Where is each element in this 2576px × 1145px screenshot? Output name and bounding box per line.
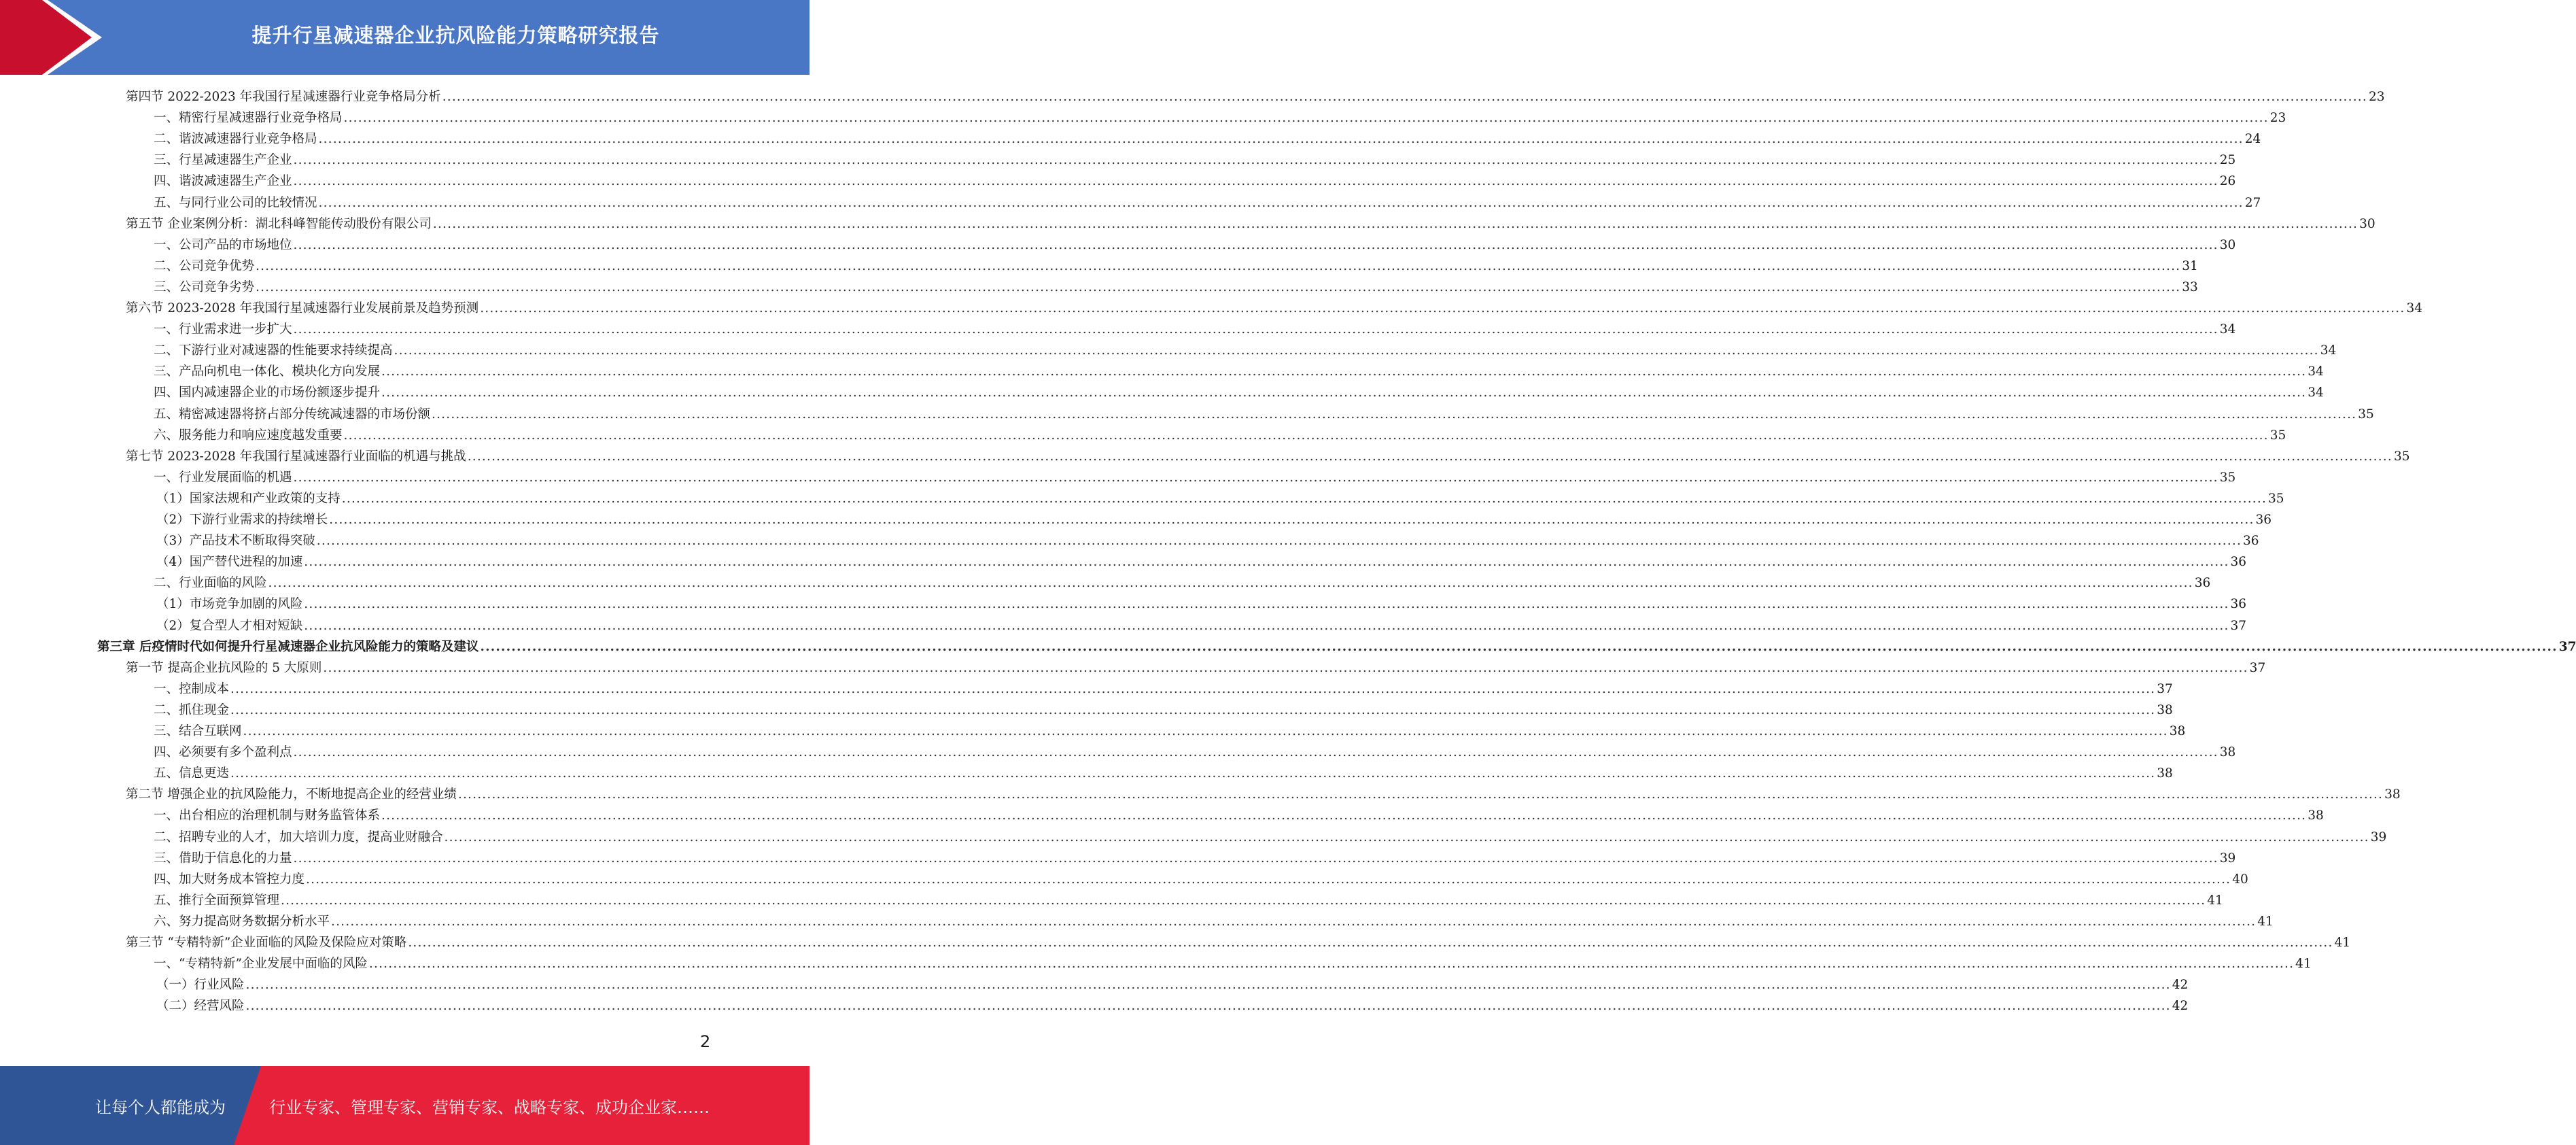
- toc-entry-title: 二、行业面临的风险: [154, 576, 267, 591]
- toc-entry-page: 42: [2172, 978, 2189, 993]
- toc-leader-dots: ................................................................................................................................................................................................................................................................................................................................................................................................................: [343, 428, 2269, 443]
- toc-leader-dots: ................................................................................................................................................................................................................................................................................................................................................................................................................: [304, 555, 2229, 570]
- toc-leader-dots: ................................................................................................................................................................................................................................................................................................................................................................................................................: [444, 830, 2369, 844]
- toc-entry-page: 37: [2230, 618, 2247, 633]
- toc-entry-title: 三、产品向机电一体化、模块化方向发展: [154, 364, 381, 379]
- toc-entry[interactable]: [156, 488, 2284, 509]
- toc-entry-page: 34: [2308, 386, 2324, 400]
- toc-entry[interactable]: [154, 256, 2198, 277]
- toc-entry[interactable]: [154, 129, 2261, 150]
- toc-leader-dots: ................................................................................................................................................................................................................................................................................................................................................................................................................: [381, 386, 2307, 400]
- page-footer: [0, 1066, 810, 1145]
- toc-entry-title: （4）国产替代进程的加速: [156, 555, 303, 570]
- toc-entry-title: （二）经营风险: [156, 999, 245, 1014]
- toc-entry[interactable]: [154, 827, 2387, 848]
- toc-entry-title: 一、精密行星减速器行业竞争格局: [154, 111, 343, 126]
- toc-entry-page: 42: [2172, 999, 2189, 1014]
- toc-entry[interactable]: [126, 784, 2401, 805]
- toc-entry-title: 第三章 后疫情时代如何提升行星减速器企业抗风险能力的策略及建议: [97, 639, 479, 654]
- toc-entry-title: 二、下游行业对减速器的性能要求持续提高: [154, 343, 393, 358]
- toc-entry[interactable]: [154, 805, 2324, 826]
- toc-entry-page: 34: [2320, 343, 2337, 358]
- toc-entry-page: 34: [2219, 322, 2236, 337]
- toc-entry[interactable]: [154, 721, 2186, 742]
- toc-entry-page: 36: [2243, 534, 2259, 549]
- toc-leader-dots: ................................................................................................................................................................................................................................................................................................................................................................................................................: [432, 407, 2357, 422]
- toc-entry[interactable]: [126, 932, 2351, 953]
- toc-leader-dots: ................................................................................................................................................................................................................................................................................................................................................................................................................: [331, 914, 2257, 929]
- toc-entry-title: 三、公司竞争劣势: [154, 279, 255, 294]
- footer-slogan-right: 行业专家、管理专家、营销专家、战略专家、成功企业家……: [269, 1097, 710, 1117]
- toc-entry[interactable]: [126, 213, 2375, 235]
- toc-leader-dots: ................................................................................................................................................................................................................................................................................................................................................................................................................: [394, 343, 2319, 358]
- toc-entry-page: 25: [2219, 153, 2236, 168]
- toc-leader-dots: ................................................................................................................................................................................................................................................................................................................................................................................................................: [293, 851, 2218, 866]
- toc-entry[interactable]: [154, 319, 2236, 340]
- toc-leader-dots: ................................................................................................................................................................................................................................................................................................................................................................................................................: [480, 639, 2558, 654]
- toc-entry-title: 五、信息更迭: [154, 766, 230, 781]
- toc-entry-title: 第一节 提高企业抗风险的 5 大原则: [126, 660, 322, 675]
- toc-leader-dots: ................................................................................................................................................................................................................................................................................................................................................................................................................: [245, 978, 2171, 993]
- toc-entry[interactable]: [154, 150, 2236, 171]
- toc-entry-title: （1）市场竞争加剧的风险: [156, 597, 303, 612]
- toc-entry-page: 38: [2308, 808, 2324, 823]
- toc-leader-dots: ................................................................................................................................................................................................................................................................................................................................................................................................................: [230, 681, 2156, 696]
- toc-entry-page: 31: [2182, 258, 2198, 273]
- toc-entry-page: 27: [2244, 195, 2261, 210]
- page-number: 2: [700, 1032, 711, 1051]
- toc-leader-dots: ................................................................................................................................................................................................................................................................................................................................................................................................................: [256, 279, 2181, 294]
- toc-entry-page: 41: [2334, 936, 2351, 950]
- toc-entry[interactable]: [154, 742, 2236, 763]
- toc-leader-dots: ................................................................................................................................................................................................................................................................................................................................................................................................................: [293, 322, 2218, 337]
- toc-entry-title: 第五节 企业案例分析：湖北科峰智能传动股份有限公司: [126, 216, 432, 231]
- toc-leader-dots: ................................................................................................................................................................................................................................................................................................................................................................................................................: [293, 470, 2218, 485]
- toc-entry-title: 第二节 增强企业的抗风险能力，不断地提高企业的经营业绩: [126, 787, 457, 802]
- report-title: 提升行星减速器企业抗风险能力策略研究报告: [251, 23, 660, 47]
- toc-entry-title: 五、推行全面预算管理: [154, 893, 280, 908]
- toc-entry-page: 35: [2358, 407, 2374, 422]
- toc-entry-title: 四、必须要有多个盈利点: [154, 745, 292, 760]
- toc-entry[interactable]: [154, 848, 2236, 869]
- toc-leader-dots: ................................................................................................................................................................................................................................................................................................................................................................................................................: [381, 364, 2307, 379]
- toc-entry[interactable]: [156, 594, 2247, 615]
- toc-entry-page: 41: [2295, 957, 2312, 972]
- toc-entry-title: 二、谐波减速器行业竞争格局: [154, 132, 317, 147]
- toc-entry[interactable]: [154, 382, 2324, 403]
- toc-entry[interactable]: [154, 107, 2286, 129]
- toc-entry[interactable]: [154, 404, 2374, 425]
- toc-leader-dots: ................................................................................................................................................................................................................................................................................................................................................................................................................: [432, 216, 2359, 231]
- toc-entry-title: 第三节 “专精特新”企业面临的风险及保险应对策略: [126, 936, 407, 950]
- toc-entry-title: （2）下游行业需求的持续增长: [156, 513, 328, 527]
- toc-entry-title: 第六节 2023-2028 年我国行星减速器行业发展前景及趋势预测: [126, 301, 479, 315]
- toc-entry-page: 37: [2249, 660, 2266, 675]
- toc-entry[interactable]: [154, 171, 2236, 192]
- toc-entry-page: 30: [2219, 237, 2236, 252]
- toc-entry[interactable]: [154, 700, 2173, 721]
- toc-entry[interactable]: [156, 509, 2272, 530]
- toc-leader-dots: ................................................................................................................................................................................................................................................................................................................................................................................................................: [316, 534, 2242, 549]
- toc-entry-page: 34: [2308, 364, 2324, 379]
- toc-entry[interactable]: [154, 235, 2236, 256]
- toc-entry-title: 一、控制成本: [154, 681, 230, 696]
- toc-entry[interactable]: [154, 572, 2211, 594]
- toc-leader-dots: ................................................................................................................................................................................................................................................................................................................................................................................................................: [318, 132, 2244, 147]
- toc-leader-dots: ................................................................................................................................................................................................................................................................................................................................................................................................................: [293, 745, 2218, 760]
- toc-entry-title: （3）产品技术不断取得突破: [156, 534, 315, 549]
- toc-entry-title: （2）复合型人才相对短缺: [156, 618, 303, 633]
- toc-entry-page: 38: [2384, 787, 2401, 802]
- toc-entry[interactable]: [154, 679, 2173, 700]
- toc-entry-page: 36: [2230, 555, 2247, 570]
- toc-entry[interactable]: [156, 974, 2189, 995]
- toc-entry-title: 一、行业需求进一步扩大: [154, 322, 292, 337]
- toc-entry-title: 三、借助于信息化的力量: [154, 851, 292, 866]
- toc-entry-title: 三、行星减速器生产企业: [154, 153, 292, 168]
- toc-entry-title: 六、服务能力和响应速度越发重要: [154, 428, 343, 443]
- toc-leader-dots: ................................................................................................................................................................................................................................................................................................................................................................................................................: [341, 491, 2267, 506]
- toc-leader-dots: ................................................................................................................................................................................................................................................................................................................................................................................................................: [368, 957, 2295, 972]
- toc-entry-title: 三、结合互联网: [154, 724, 242, 738]
- toc-leader-dots: ................................................................................................................................................................................................................................................................................................................................................................................................................: [442, 90, 2367, 104]
- toc-entry-title: 一、“专精特新”企业发展中面临的风险: [154, 957, 368, 972]
- toc-entry-title: 一、出台相应的治理机制与财务监管体系: [154, 808, 381, 823]
- toc-leader-dots: ................................................................................................................................................................................................................................................................................................................................................................................................................: [230, 702, 2156, 717]
- toc-entry-page: 34: [2406, 301, 2422, 315]
- toc-entry-page: 38: [2157, 766, 2173, 781]
- toc-leader-dots: ................................................................................................................................................................................................................................................................................................................................................................................................................: [293, 174, 2218, 189]
- toc-entry-title: 六、努力提高财务数据分析水平: [154, 914, 330, 929]
- toc-entry-title: 二、招聘专业的人才，加大培训力度，提高业财融合: [154, 830, 443, 844]
- toc-leader-dots: ................................................................................................................................................................................................................................................................................................................................................................................................................: [329, 513, 2255, 527]
- toc-leader-dots: ................................................................................................................................................................................................................................................................................................................................................................................................................: [323, 660, 2248, 675]
- toc-entry-page: 35: [2219, 470, 2236, 485]
- toc-entry[interactable]: [126, 86, 2385, 107]
- toc-entry-title: 四、谐波减速器生产企业: [154, 174, 292, 189]
- toc-entry-page: 38: [2169, 724, 2186, 738]
- toc-leader-dots: ................................................................................................................................................................................................................................................................................................................................................................................................................: [306, 872, 2231, 887]
- toc-entry-page: 30: [2359, 216, 2375, 231]
- toc-leader-dots: ................................................................................................................................................................................................................................................................................................................................................................................................................: [467, 449, 2392, 464]
- toc-entry[interactable]: [156, 530, 2259, 551]
- toc-entry[interactable]: [154, 340, 2337, 361]
- toc-entry-title: （1）国家法规和产业政策的支持: [156, 491, 341, 506]
- toc-entry[interactable]: [156, 551, 2247, 572]
- toc-leader-dots: ................................................................................................................................................................................................................................................................................................................................................................................................................: [230, 766, 2156, 781]
- toc-entry[interactable]: [156, 615, 2247, 636]
- toc-entry-title: 二、公司竞争优势: [154, 258, 255, 273]
- toc-leader-dots: ................................................................................................................................................................................................................................................................................................................................................................................................................: [343, 111, 2269, 126]
- toc-leader-dots: ................................................................................................................................................................................................................................................................................................................................................................................................................: [268, 576, 2193, 591]
- toc-leader-dots: ................................................................................................................................................................................................................................................................................................................................................................................................................: [457, 787, 2384, 802]
- toc-entry-page: 36: [2255, 513, 2272, 527]
- toc-leader-dots: ................................................................................................................................................................................................................................................................................................................................................................................................................: [293, 237, 2218, 252]
- toc-entry-page: 26: [2219, 174, 2236, 189]
- toc-entry[interactable]: [154, 425, 2286, 446]
- toc-entry[interactable]: [154, 890, 2223, 911]
- toc-leader-dots: ................................................................................................................................................................................................................................................................................................................................................................................................................: [381, 808, 2307, 823]
- toc-leader-dots: ................................................................................................................................................................................................................................................................................................................................................................................................................: [256, 258, 2181, 273]
- toc-entry-page: 23: [2269, 111, 2286, 126]
- toc-entry-page: 33: [2182, 279, 2198, 294]
- toc-leader-dots: ................................................................................................................................................................................................................................................................................................................................................................................................................: [480, 301, 2405, 315]
- toc-entry[interactable]: [154, 467, 2236, 488]
- toc-entry[interactable]: [154, 277, 2198, 298]
- toc-entry-page: 23: [2368, 90, 2385, 104]
- toc-entry-title: 四、国内减速器企业的市场份额逐步提升: [154, 386, 381, 400]
- toc-leader-dots: ................................................................................................................................................................................................................................................................................................................................................................................................................: [243, 724, 2168, 738]
- toc-entry-page: 37: [2558, 639, 2576, 654]
- toc-entry-title: 五、与同行业公司的比较情况: [154, 195, 317, 210]
- toc-entry[interactable]: [154, 361, 2324, 382]
- toc-entry-page: 37: [2157, 681, 2173, 696]
- toc-entry[interactable]: [97, 636, 2576, 657]
- toc-entry[interactable]: [154, 763, 2173, 784]
- toc-entry-title: 五、精密减速器将挤占部分传统减速器的市场份额: [154, 407, 431, 422]
- toc-leader-dots: ................................................................................................................................................................................................................................................................................................................................................................................................................: [408, 936, 2333, 950]
- footer-slogan-left: 让每个人都能成为: [95, 1097, 226, 1117]
- toc-leader-dots: ................................................................................................................................................................................................................................................................................................................................................................................................................: [293, 153, 2218, 168]
- toc-entry[interactable]: [154, 953, 2312, 974]
- toc-entry[interactable]: [154, 911, 2274, 932]
- toc-entry-title: （一）行业风险: [156, 978, 245, 993]
- toc-entry-page: 40: [2232, 872, 2248, 887]
- toc-leader-dots: ................................................................................................................................................................................................................................................................................................................................................................................................................: [245, 999, 2171, 1014]
- toc-leader-dots: ................................................................................................................................................................................................................................................................................................................................................................................................................: [304, 597, 2229, 612]
- toc-entry-page: 41: [2207, 893, 2223, 908]
- toc-entry-title: 四、加大财务成本管控力度: [154, 872, 305, 887]
- toc-entry[interactable]: [126, 657, 2266, 679]
- toc-entry-title: 第四节 2022-2023 年我国行星减速器行业竞争格局分析: [126, 90, 441, 104]
- toc-entry-title: 二、抓住现金: [154, 702, 230, 717]
- toc-entry-title: 一、行业发展面临的机遇: [154, 470, 292, 485]
- toc-entry[interactable]: [126, 446, 2410, 467]
- toc-entry-page: 35: [2269, 428, 2286, 443]
- toc-leader-dots: ................................................................................................................................................................................................................................................................................................................................................................................................................: [318, 195, 2244, 210]
- toc-entry[interactable]: [154, 192, 2261, 213]
- toc-entry-page: 36: [2194, 576, 2211, 591]
- toc-entry-page: 35: [2268, 491, 2284, 506]
- toc-entry-page: 36: [2230, 597, 2247, 612]
- header-red-chevron-icon: [0, 0, 102, 75]
- toc-entry-title: 第七节 2023-2028 年我国行星减速器行业面临的机遇与挑战: [126, 449, 466, 464]
- toc-leader-dots: ................................................................................................................................................................................................................................................................................................................................................................................................................: [281, 893, 2206, 908]
- toc-entry-page: 39: [2219, 851, 2236, 866]
- toc-entry[interactable]: [154, 869, 2248, 890]
- toc-entry-page: 38: [2219, 745, 2236, 760]
- toc-entry-page: 35: [2393, 449, 2410, 464]
- toc-entry[interactable]: [156, 995, 2189, 1016]
- toc-entry-page: 24: [2244, 132, 2261, 147]
- toc-entry[interactable]: [126, 298, 2422, 319]
- toc-entry-page: 41: [2257, 914, 2274, 929]
- page-header: [0, 0, 810, 75]
- toc-leader-dots: ................................................................................................................................................................................................................................................................................................................................................................................................................: [304, 618, 2229, 633]
- toc-entry-title: 一、公司产品的市场地位: [154, 237, 292, 252]
- toc-entry-page: 39: [2370, 830, 2387, 844]
- toc-entry-page: 38: [2157, 702, 2173, 717]
